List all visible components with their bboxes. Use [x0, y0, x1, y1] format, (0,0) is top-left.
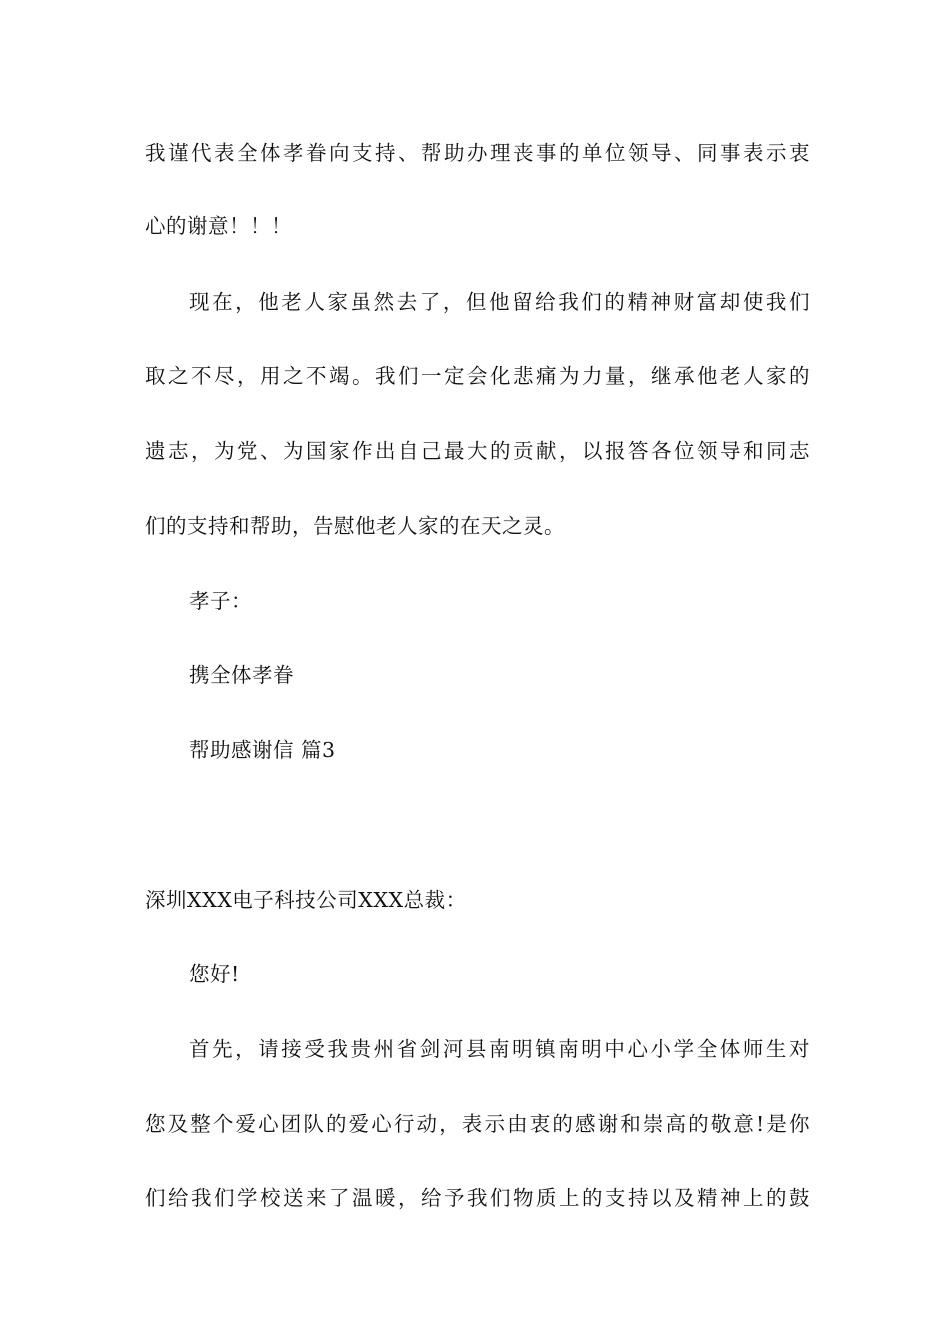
paragraph-line: 心的谢意！！！ [145, 214, 292, 238]
paragraph-line: 现在，他老人家虽然去了，但他留给我们的精神财富却使我们 [189, 290, 810, 314]
paragraph-line: 首先，请接受我贵州省剑河县南明镇南明中心小学全体师生对 [189, 1037, 810, 1061]
paragraph-line: 取之不尽，用之不竭。我们一定会化悲痛为力量，继承他老人家的 [145, 364, 810, 388]
paragraph-line: 我谨代表全体孝眷向支持、帮助办理丧事的单位领导、同事表示衷 [145, 141, 810, 165]
letter-salutation: 深圳XXX电子科技公司XXX总裁： [145, 888, 467, 912]
paragraph-line: 们给我们学校送来了温暖，给予我们物质上的支持以及精神上的鼓 [145, 1186, 810, 1210]
paragraph-line: 遗志，为党、为国家作出自己最大的贡献，以报答各位领导和同志 [145, 439, 810, 463]
signature-label: 孝子： [189, 589, 252, 613]
paragraph-line: 们的支持和帮助，告慰他老人家的在天之灵。 [145, 514, 565, 538]
signature-line: 携全体孝眷 [189, 663, 294, 687]
greeting-line: 您好! [189, 962, 240, 986]
section-heading: 帮助感谢信 篇3 [189, 738, 336, 762]
paragraph-line: 您及整个爱心团队的爱心行动，表示由衷的感谢和崇高的敬意!是你 [145, 1112, 810, 1136]
